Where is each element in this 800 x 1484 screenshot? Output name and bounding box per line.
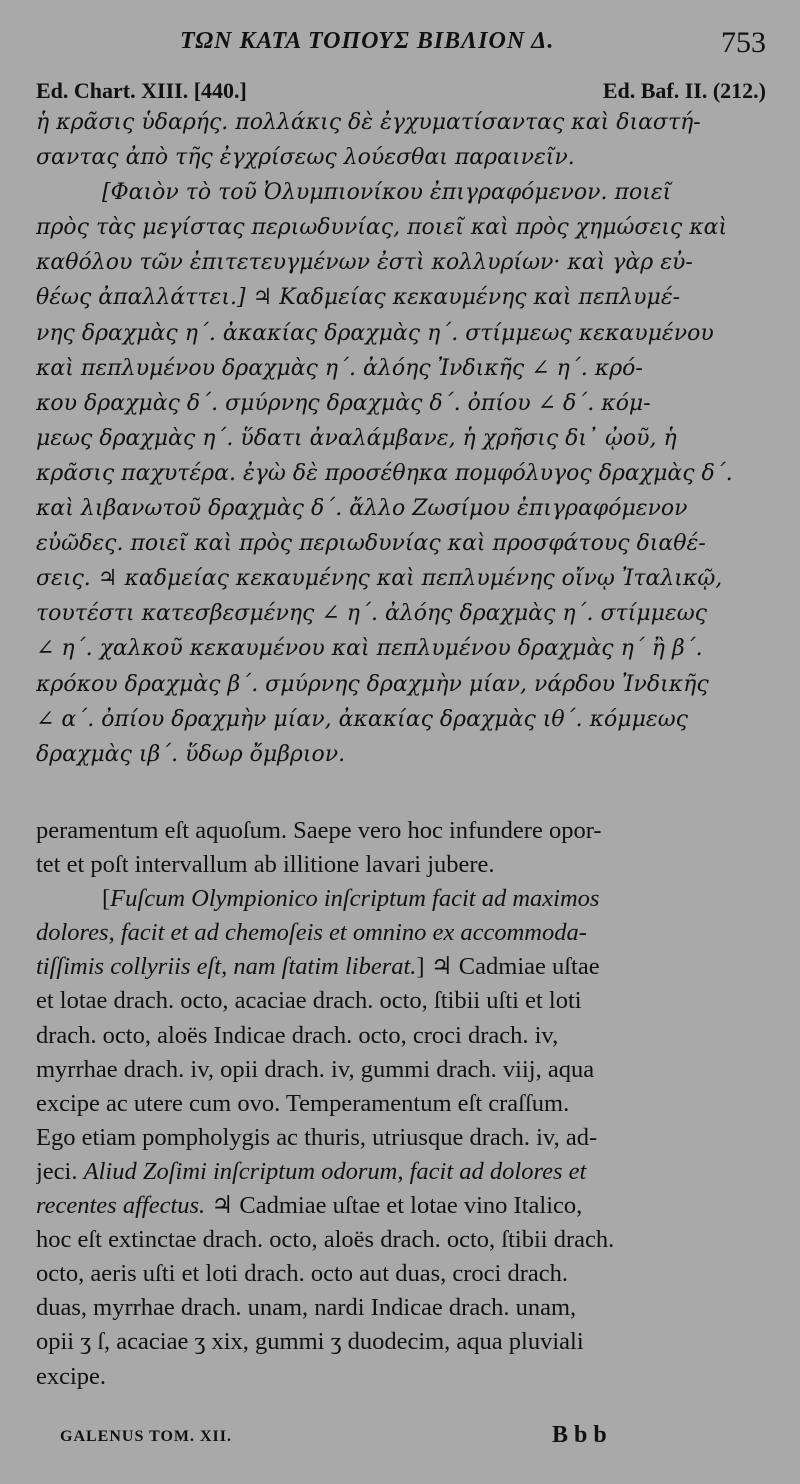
greek-text-line: μεως δραχμὰς η΄. ὕδατι ἀναλάμβανε, ἡ χρῆσις δι᾽ ᾠοῦ, ἡ <box>36 425 677 451</box>
running-head <box>0 28 800 68</box>
greek-text-line: σεις. ♃ καδμείας κεκαυμένης καὶ πεπλυμένης οἴνῳ Ἰταλικῷ, <box>36 566 723 592</box>
latin-text-segment: Fuſcum Olympionico inſcriptum facit ad maximos <box>110 885 600 913</box>
edition-basel-reference: Ed. Baf. II. (212.) <box>602 78 766 103</box>
latin-text-segment: tiſſimis collyriis eſt, nam ſtatim liberat. <box>36 953 417 981</box>
running-title: ΤΩΝ ΚΑΤΑ ΤΟΠΟΥΣ ΒΙΒΛΙΟΝ Δ. <box>180 28 555 54</box>
latin-text-segment: [ <box>102 885 111 913</box>
latin-text-line <box>36 1360 766 1394</box>
greek-text-line: σαντας ἀπὸ τῆς ἐγχρίσεως λούεσθαι παραινεῖν. <box>36 145 575 171</box>
latin-text-segment: ♃ Cadmiae uſtae et lotae vino Italico, <box>205 1192 583 1220</box>
page-number: 753 <box>721 26 766 59</box>
latin-text-line <box>36 1189 766 1223</box>
latin-text-line <box>36 1019 766 1053</box>
latin-text-line <box>36 882 766 916</box>
latin-text-line <box>36 1053 766 1087</box>
latin-text-segment: Ego etiam pompholygis ac thuris, utriusque drach. iv, ad- <box>36 1123 598 1151</box>
latin-text-line <box>36 1291 766 1325</box>
edition-chartier-reference: Ed. Chart. XIII. [440.] <box>36 78 247 103</box>
latin-text-line <box>36 916 766 950</box>
latin-text-segment: recentes affectus. <box>36 1192 206 1220</box>
latin-text-segment: peramentum eſt aquoſum. Saepe vero hoc infundere opor- <box>36 817 602 844</box>
gathering-mark: Bbb <box>552 1422 613 1448</box>
latin-text-block <box>36 814 766 1394</box>
greek-text-line: νης δραχμὰς η΄. ἀκακίας δραχμὰς η΄. στίμμεως κεκαυμένου <box>36 320 714 346</box>
latin-text-segment: hoc eſt extinctae drach. octo, aloës drach. octo, ſtibii drach. <box>36 1226 615 1254</box>
greek-text-line: τουτέστι κατεσβεσμένης ∠ η΄. ἀλόης δραχμὰς η΄. στίμμεως <box>36 601 707 627</box>
latin-text-line <box>36 1121 766 1155</box>
latin-text-segment: excipe. <box>36 1362 107 1390</box>
latin-text-line <box>36 950 766 984</box>
latin-text-segment: dolores, facit et ad chemoſeis et omnino ex accommoda- <box>36 919 587 947</box>
greek-text-line: [Φαιὸν τὸ τοῦ Ὀλυμπιονίκου ἐπιγραφόμενον. ποιεῖ <box>102 180 672 206</box>
greek-text-line: κρᾶσις παχυτέρα. ἐγὼ δὲ προσέθηκα πομφόλυγος δραχμὰς δ΄. <box>36 460 733 486</box>
latin-text-segment: duas, myrrhae drach. unam, nardi Indicae drach. unam, <box>36 1294 577 1322</box>
greek-text-line: ἡ κρᾶσις ὑδαρής. πολλάκις δὲ ἐγχυματίσαντας καὶ διαστή- <box>36 110 701 135</box>
latin-text-segment: ] ♃ Cadmiae uſtae <box>416 953 600 981</box>
latin-text-segment: Aliud Zoſimi inſcriptum odorum, facit ad dolores et <box>83 1157 587 1185</box>
latin-text-segment: myrrhae drach. iv, opii drach. iv, gummi drach. viij, aqua <box>36 1055 595 1083</box>
greek-text-line: καὶ πεπλυμένου δραχμὰς η΄. ἀλόης Ἰνδικῆς ∠ η΄. κρό- <box>36 355 643 381</box>
latin-text-segment: excipe ac utere cum ovo. Temperamentum eſt craſſum. <box>36 1089 570 1117</box>
latin-text-segment: octo, aeris uſti et loti drach. octo aut duas, croci drach. <box>36 1260 569 1288</box>
latin-text-segment: et lotae drach. octo, acaciae drach. octo, ſtibii uſti et loti <box>36 987 582 1015</box>
latin-text-segment: opii ʒ ſ, acaciae ʒ xix, gummi ʒ duodecim, aqua pluviali <box>36 1328 584 1356</box>
latin-text-line <box>36 1087 766 1121</box>
greek-text-block <box>36 105 766 772</box>
latin-text-line <box>36 1257 766 1291</box>
greek-text-line: κου δραχμὰς δ΄. σμύρνης δραχμὰς δ΄. ὀπίου ∠ δ΄. κόμ- <box>36 390 651 416</box>
page-footer <box>0 1422 800 1458</box>
latin-text-segment: tet et poſt intervallum ab illitione lavari jubere. <box>36 851 495 879</box>
latin-text-line <box>36 848 766 882</box>
latin-text-line <box>36 814 766 848</box>
latin-text-line <box>36 1155 766 1189</box>
greek-text-line: καθόλου τῶν ἐπιτετευγμένων ἐστὶ κολλυρίων· καὶ γὰρ εὐ- <box>36 250 693 276</box>
latin-text-line <box>36 984 766 1018</box>
edition-reference-line <box>0 78 800 108</box>
greek-text-line: καὶ λιβανωτοῦ δραχμὰς δ΄. ἄλλο Ζωσίμου ἐπιγραφόμενον <box>36 496 688 522</box>
greek-text-line: πρὸς τὰς μεγίστας περιωδυνίας, ποιεῖ καὶ πρὸς χημώσεις καὶ <box>36 215 728 241</box>
latin-text-segment: drach. octo, aloës Indicae drach. octo, croci drach. iv, <box>36 1021 559 1049</box>
greek-text-line: ∠ α΄. ὀπίου δραχμὴν μίαν, ἀκακίας δραχμὰς ιθ΄. κόμμεως <box>36 706 688 732</box>
latin-text-line <box>36 1223 766 1257</box>
greek-text-line: ∠ η΄. χαλκοῦ κεκαυμένου καὶ πεπλυμένου δραχμὰς η΄ ἢ β΄. <box>36 636 703 662</box>
latin-text-segment: jeci. <box>36 1157 84 1185</box>
footer-signature: GALENUS TOM. XII. <box>60 1428 232 1445</box>
greek-text-line: δραχμὰς ιβ΄. ὕδωρ ὄμβριον. <box>36 741 346 767</box>
greek-text-line: κρόκου δραχμὰς β΄. σμύρνης δραχμὴν μίαν, νάρδου Ἰνδικῆς <box>36 671 709 697</box>
greek-text-line: εὐῶδες. ποιεῖ καὶ πρὸς περιωδυνίας καὶ προσφάτους διαθέ- <box>36 531 706 557</box>
latin-text-line <box>36 1325 766 1359</box>
greek-text-line: θέως ἀπαλλάττει.] ♃ Καδμείας κεκαυμένης καὶ πεπλυμέ- <box>36 285 681 311</box>
